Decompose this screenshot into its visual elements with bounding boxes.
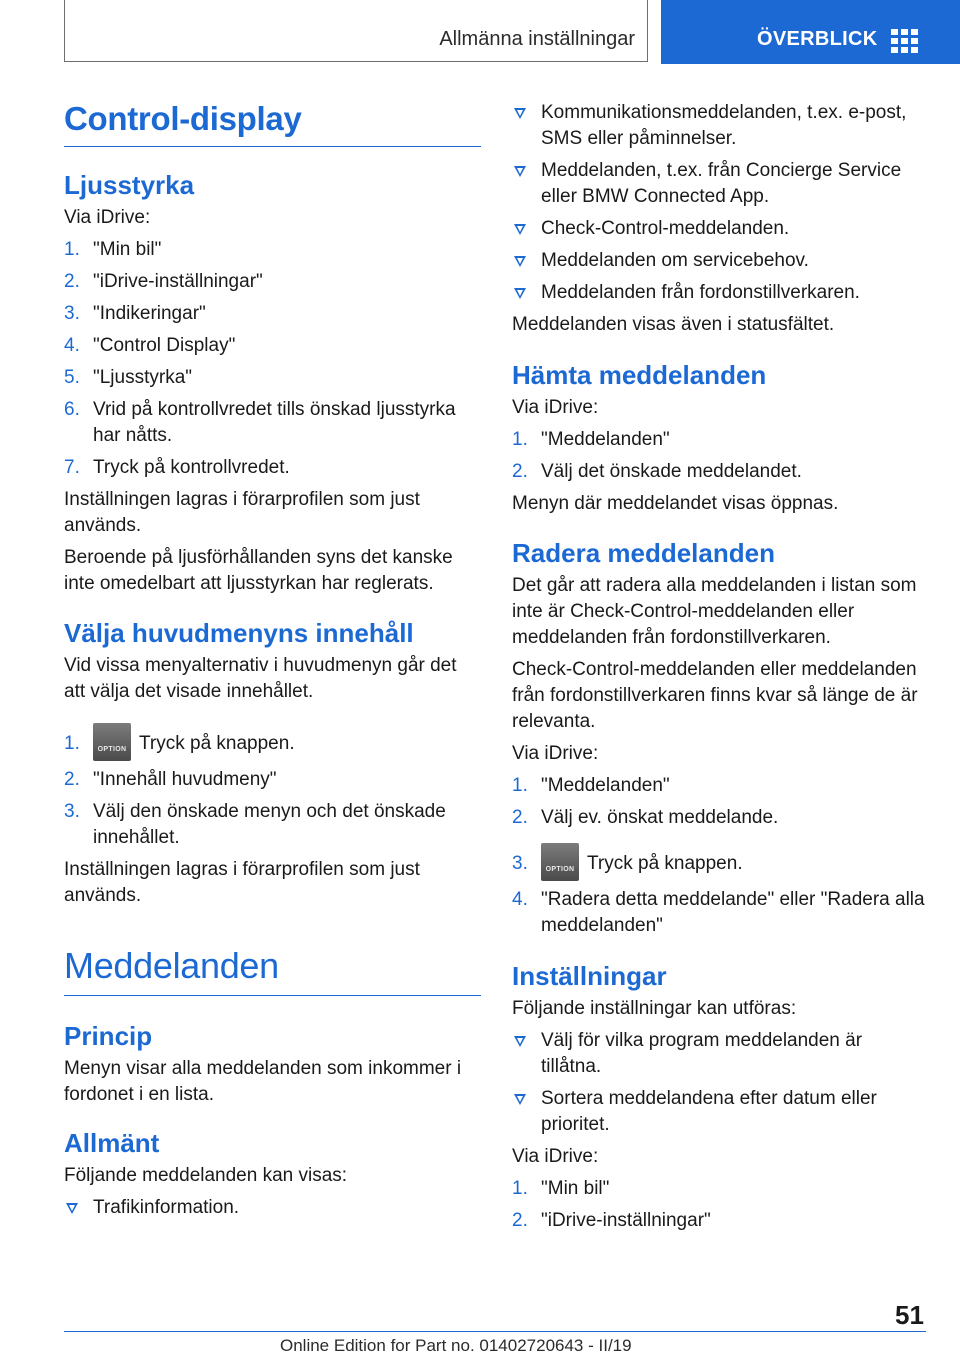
- heading-meddelanden: Meddelanden: [64, 945, 481, 996]
- triangle-bullet-icon: [514, 1094, 526, 1105]
- heading-hamta: Hämta meddelanden: [512, 360, 767, 390]
- paragraph: Det går att radera alla meddelanden i listan som inte är Check-Control-meddelanden eller meddelanden från fordonstillverkaren.: [512, 575, 917, 648]
- list-item: Trafikinformation.: [64, 1195, 481, 1221]
- section-title: Allmänna inställningar: [439, 28, 635, 50]
- list-item: 2. "Innehåll huvudmeny": [64, 769, 277, 790]
- heading-princip: Princip: [64, 1021, 153, 1051]
- footer-edition: Online Edition for Part no. 01402720643 - II/19: [280, 1336, 632, 1355]
- list-item: Kommunikationsmeddelanden, t.ex. e-post, SMS eller påminnelser.: [512, 100, 926, 152]
- list-item: 1. OPTION Tryck på knappen.: [64, 717, 481, 761]
- triangle-bullet-icon: [514, 1036, 526, 1047]
- heading-installningar: Inställningar: [512, 961, 667, 991]
- paragraph: Menyn visar alla meddelanden som inkommer i fordonet i en lista.: [64, 1058, 462, 1105]
- list-item: Meddelanden om servicebehov.: [512, 248, 926, 274]
- list-item: 3. OPTION Tryck på knappen.: [512, 837, 926, 881]
- via-idrive-label: Via iDrive:: [512, 1146, 599, 1167]
- list-item: 5. "Ljusstyrka": [64, 367, 193, 388]
- page-header: [64, 0, 960, 64]
- bullets-message-types: [512, 100, 926, 306]
- bullets-allmant: [64, 1195, 481, 1221]
- triangle-bullet-icon: [514, 224, 526, 235]
- option-button-icon: OPTION: [93, 723, 131, 761]
- paragraph: Meddelanden visas även i statusfältet.: [512, 314, 835, 335]
- triangle-bullet-icon: [66, 1203, 78, 1214]
- list-item: 1. "Meddelanden": [512, 775, 670, 796]
- list-item: Välj för vilka program meddelanden är tillåtna.: [512, 1028, 926, 1080]
- heading-control-display: Control-display: [64, 100, 481, 147]
- paragraph: Beroende på ljusförhållanden syns det kanske inte omedelbart att ljusstyrkan har reglerats.: [64, 547, 453, 594]
- overview-tab[interactable]: [661, 0, 960, 64]
- list-item: 4. "Control Display": [64, 335, 236, 356]
- list-item: Meddelanden från fordonstillverkaren.: [512, 280, 926, 306]
- list-item: 2. "iDrive-inställningar": [64, 271, 263, 292]
- paragraph: Följande meddelanden kan visas:: [64, 1165, 348, 1186]
- page-number: 51: [895, 1300, 924, 1330]
- footer-divider: [64, 1331, 926, 1332]
- steps-installningar: [512, 1176, 926, 1234]
- paragraph: Inställningen lagras i förarprofilen som just används.: [64, 489, 420, 536]
- paragraph: Menyn där meddelandet visas öppnas.: [512, 493, 839, 514]
- paragraph: Följande inställningar kan utföras:: [512, 998, 797, 1019]
- steps-radera: [512, 773, 926, 939]
- list-item: 2. Välj det önskade meddelandet.: [512, 461, 802, 482]
- list-item: 1. "Min bil": [64, 239, 162, 260]
- bullets-installningar: [512, 1028, 926, 1138]
- via-idrive-label: Via iDrive:: [512, 743, 599, 764]
- list-item: 1. "Meddelanden": [512, 429, 670, 450]
- list-item: 2. "iDrive-inställningar": [512, 1210, 711, 1231]
- heading-ljusstyrka: Ljusstyrka: [64, 170, 195, 200]
- steps-hamta: [512, 427, 926, 485]
- list-item: Meddelanden, t.ex. från Concierge Service eller BMW Connected App.: [512, 158, 926, 210]
- steps-valja: [64, 717, 481, 851]
- steps-ljusstyrka: [64, 237, 481, 481]
- paragraph: Check-Control-meddelanden eller meddelanden från fordonstillverkaren finns kvar så länge de är relevanta.: [512, 659, 918, 732]
- grid-icon: [891, 29, 919, 53]
- list-item: 4. "Radera detta meddelande" eller "Radera alla meddelanden": [512, 889, 925, 936]
- list-item: 2. Välj ev. önskat meddelande.: [512, 807, 779, 828]
- option-button-icon: OPTION: [541, 843, 579, 881]
- list-item: 3. Välj den önskade menyn och det önskade innehållet.: [64, 801, 446, 848]
- triangle-bullet-icon: [514, 256, 526, 267]
- list-item: 1. "Min bil": [512, 1178, 610, 1199]
- triangle-bullet-icon: [514, 108, 526, 119]
- left-column: [64, 100, 481, 1221]
- triangle-bullet-icon: [514, 288, 526, 299]
- paragraph: Vid vissa menyalternativ i huvudmenyn går det att välja det visade innehållet.: [64, 655, 457, 702]
- list-item: 7. Tryck på kontrollvredet.: [64, 457, 290, 478]
- paragraph: Inställningen lagras i förarprofilen som just används.: [64, 859, 420, 906]
- heading-radera: Radera meddelanden: [512, 538, 775, 568]
- via-idrive-label: Via iDrive:: [512, 397, 599, 418]
- list-item: Sortera meddelandena efter datum eller prioritet.: [512, 1086, 926, 1138]
- via-idrive-label: Via iDrive:: [64, 207, 151, 228]
- heading-allmant: Allmänt: [64, 1128, 160, 1158]
- triangle-bullet-icon: [514, 166, 526, 177]
- section-title-box: [64, 0, 648, 62]
- list-item: Check-Control-meddelanden.: [512, 216, 926, 242]
- heading-valja: Välja huvudmenyns innehåll: [64, 618, 414, 648]
- list-item: 6. Vrid på kontrollvredet tills önskad ljusstyrka har nåtts.: [64, 399, 456, 446]
- list-item: 3. "Indikeringar": [64, 303, 206, 324]
- overview-tab-label: ÖVERBLICK: [757, 28, 878, 50]
- right-column: [512, 100, 926, 1234]
